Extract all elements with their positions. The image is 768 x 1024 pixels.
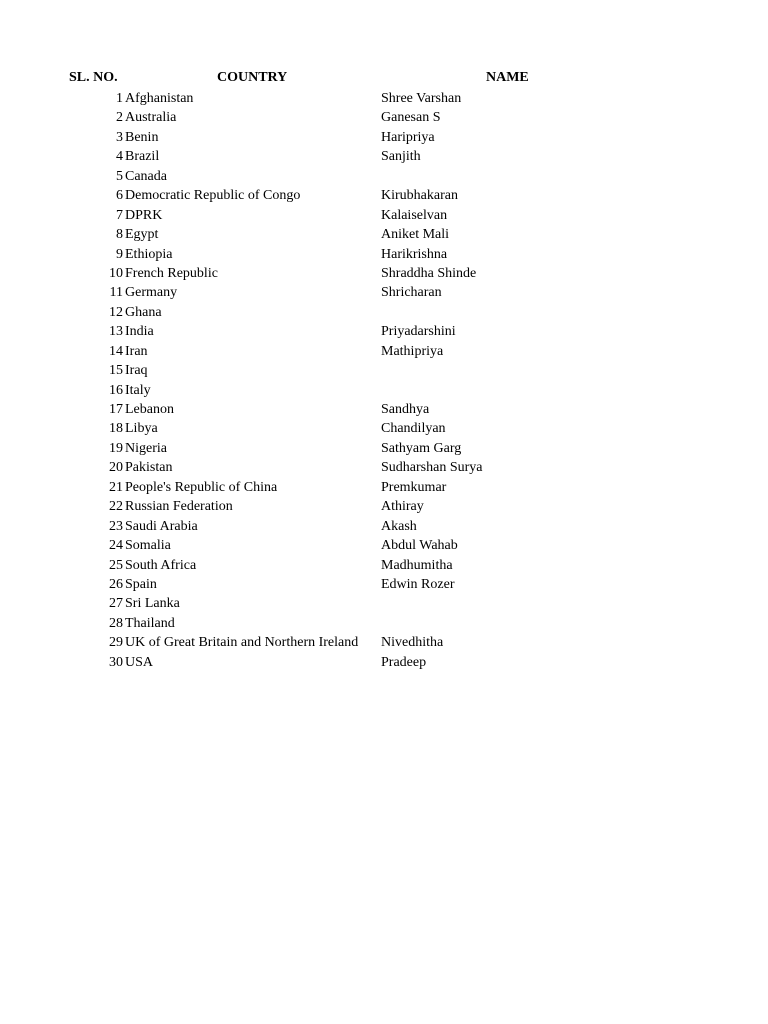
name-cell: Chandilyan	[381, 421, 446, 437]
table-row	[0, 557, 768, 576]
name-cell: Ganesan S	[381, 110, 441, 126]
table-row	[0, 518, 768, 537]
country-cell: Nigeria	[125, 440, 167, 456]
country-cell: Lebanon	[125, 402, 174, 417]
table-row	[0, 168, 768, 187]
row-number: 26	[109, 576, 123, 592]
table-row	[0, 284, 768, 303]
name-cell: Madhumitha	[381, 557, 453, 573]
name-cell: Abdul Wahab	[381, 538, 458, 554]
row-number: 20	[109, 460, 123, 476]
table-row	[0, 382, 768, 401]
row-number: 14	[109, 343, 123, 359]
name-cell: Haripriya	[381, 129, 435, 145]
table-row	[0, 265, 768, 284]
name-cell: Mathipriya	[381, 343, 444, 359]
header-country: COUNTRY	[217, 70, 288, 85]
table-row	[0, 226, 768, 245]
table-row	[0, 362, 768, 381]
table-row	[0, 537, 768, 556]
country-cell: Benin	[125, 129, 159, 145]
name-cell: Sanjith	[381, 149, 421, 165]
table-row	[0, 479, 768, 498]
row-number: 12	[109, 304, 123, 320]
name-cell: Aniket Mali	[381, 227, 450, 243]
table-header-row	[0, 70, 768, 88]
table-row	[0, 343, 768, 362]
table-body	[0, 90, 768, 673]
row-number: 9	[116, 246, 123, 262]
name-cell: Priyadarshini	[381, 324, 456, 340]
country-cell: South Africa	[125, 557, 197, 573]
name-cell: Sathyam Garg	[381, 440, 462, 456]
row-number: 6	[116, 188, 123, 204]
row-number: 24	[109, 538, 123, 554]
name-cell: Shraddha Shinde	[381, 265, 477, 281]
row-number: 17	[109, 402, 123, 417]
country-cell: Somalia	[125, 538, 171, 554]
table-row	[0, 90, 768, 109]
row-number: 11	[109, 285, 123, 301]
table-row	[0, 654, 768, 673]
table-row	[0, 323, 768, 342]
table-row	[0, 420, 768, 439]
table-row	[0, 109, 768, 128]
country-cell: Italy	[125, 382, 151, 398]
row-number: 15	[109, 363, 123, 379]
name-cell: Edwin Rozer	[381, 576, 455, 592]
table-row	[0, 304, 768, 323]
country-cell: Brazil	[125, 149, 160, 165]
country-cell: Saudi Arabia	[125, 518, 198, 534]
country-cell: UK of Great Britain and Northern Ireland	[125, 635, 359, 651]
country-cell: USA	[125, 654, 154, 670]
country-cell: Democratic Republic of Congo	[125, 188, 301, 204]
row-number: 23	[109, 518, 123, 534]
table-row	[0, 440, 768, 459]
name-cell: Athiray	[381, 499, 424, 515]
country-cell: Ghana	[125, 304, 162, 320]
row-number: 1	[116, 91, 123, 106]
name-cell: Shricharan	[381, 285, 442, 301]
row-number: 4	[116, 149, 123, 165]
country-cell: Germany	[125, 285, 178, 301]
country-cell: Libya	[125, 421, 158, 437]
table-row	[0, 498, 768, 517]
row-number: 2	[116, 110, 123, 126]
name-cell: Sudharshan Surya	[381, 460, 483, 476]
table-row	[0, 401, 768, 420]
table-row	[0, 634, 768, 653]
table-row	[0, 148, 768, 167]
country-cell: Thailand	[125, 615, 175, 631]
country-cell: French Republic	[125, 265, 218, 281]
header-name: NAME	[486, 70, 529, 85]
header-sl-no: SL. NO.	[69, 70, 118, 85]
row-number: 16	[109, 382, 123, 398]
row-number: 30	[109, 654, 123, 670]
row-number: 25	[109, 557, 123, 573]
country-cell: Russian Federation	[125, 499, 233, 515]
name-cell: Kalaiselvan	[381, 207, 448, 223]
row-number: 28	[109, 615, 123, 631]
row-number: 7	[116, 207, 123, 223]
country-cell: Afghanistan	[125, 91, 194, 106]
country-cell: Ethiopia	[125, 246, 173, 262]
name-cell: Kirubhakaran	[381, 188, 458, 204]
name-cell: Pradeep	[381, 654, 427, 670]
row-number: 3	[116, 129, 123, 145]
row-number: 18	[109, 421, 123, 437]
name-cell: Sandhya	[381, 402, 430, 417]
row-number: 19	[109, 440, 123, 456]
name-cell: Nivedhitha	[381, 635, 444, 651]
country-cell: DPRK	[125, 207, 163, 223]
row-number: 29	[109, 635, 123, 651]
name-cell: Shree Varshan	[381, 91, 462, 106]
country-cell: Canada	[125, 168, 167, 184]
country-cell: Spain	[125, 576, 157, 592]
country-cell: India	[125, 324, 154, 340]
name-cell: Harikrishna	[381, 246, 448, 262]
row-number: 22	[109, 499, 123, 515]
country-cell: Egypt	[125, 227, 159, 243]
row-number: 5	[116, 168, 123, 184]
name-cell: Premkumar	[381, 479, 447, 495]
row-number: 8	[116, 227, 123, 243]
table-row	[0, 595, 768, 614]
table-row	[0, 129, 768, 148]
country-cell: Iran	[125, 343, 148, 359]
table-row	[0, 187, 768, 206]
row-number: 27	[109, 596, 123, 612]
name-cell: Akash	[381, 518, 417, 534]
country-cell: Australia	[125, 110, 177, 126]
table-row	[0, 459, 768, 478]
row-number: 10	[109, 265, 123, 281]
row-number: 21	[109, 479, 123, 495]
table-row	[0, 615, 768, 634]
table-row	[0, 246, 768, 265]
country-cell: Iraq	[125, 363, 148, 379]
country-cell: Pakistan	[125, 460, 173, 476]
country-cell: People's Republic of China	[125, 479, 278, 495]
country-cell: Sri Lanka	[125, 596, 180, 612]
row-number: 13	[109, 324, 123, 340]
table-row	[0, 576, 768, 595]
table-row	[0, 207, 768, 226]
